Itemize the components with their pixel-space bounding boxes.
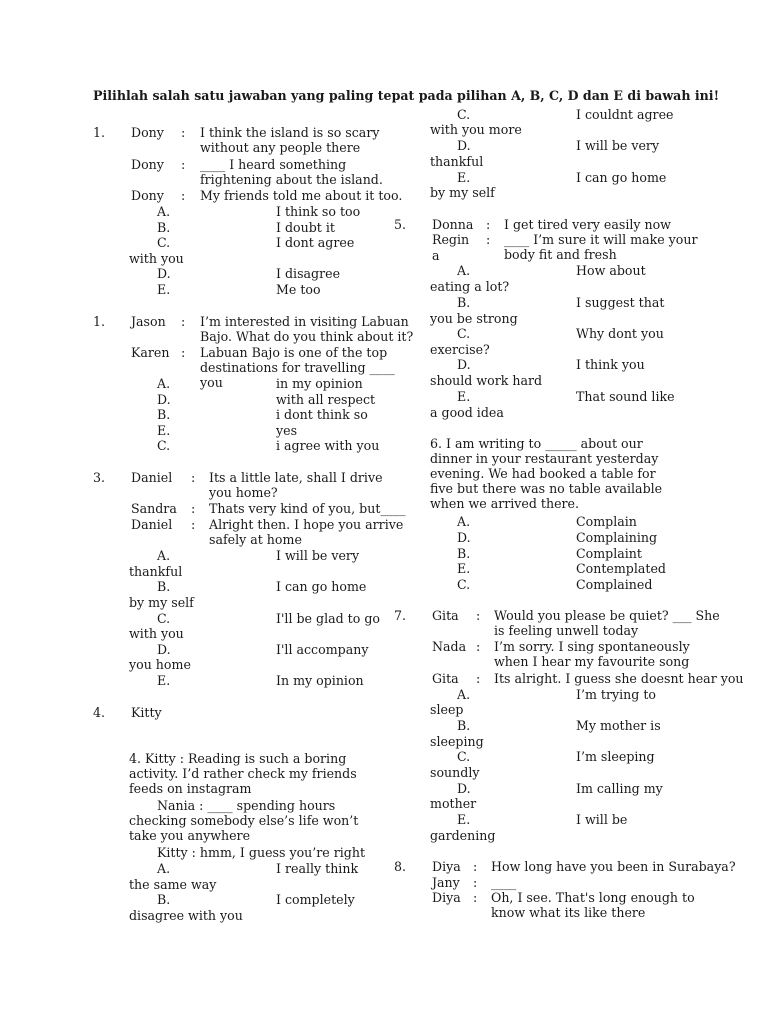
q5-speaker: Donna: [432, 217, 474, 232]
option-text: yes: [276, 423, 298, 438]
option-text: i agree with you: [276, 438, 380, 453]
option-text-wrap: disagree with you: [129, 908, 243, 923]
option-letter: A.: [457, 687, 471, 702]
q6-prompt: 6. I am writing to _____ about our dinner in your restaurant yesterday evening. We had booked a table for five but there was no table available when we arrived there.: [430, 436, 663, 511]
q3-separator: :: [191, 470, 196, 485]
option-text: I think you: [576, 357, 645, 372]
option-letter: D.: [157, 392, 171, 407]
option-letter: B.: [457, 295, 471, 310]
q3-separator: :: [191, 501, 196, 516]
q1-speaker: Dony: [131, 188, 164, 203]
option-letter: E.: [457, 812, 471, 827]
option-text-wrap: with you: [129, 251, 184, 266]
q2-number: 1.: [93, 314, 106, 329]
q7-line: Would you please be quiet? ___ She is feeling unwell today: [494, 608, 720, 638]
q4-line: Nania : ____ spending hours checking somebody else’s life won’t take you anywhere: [129, 798, 359, 843]
option-letter: A.: [157, 548, 171, 563]
option-letter: D.: [457, 781, 471, 796]
option-letter: A.: [157, 204, 171, 219]
option-text-wrap: exercise?: [430, 342, 490, 357]
q1-line: My friends told me about it too.: [200, 188, 403, 203]
option-letter: C.: [457, 326, 471, 341]
option-text: i dont think so: [276, 407, 368, 422]
option-letter: B.: [157, 579, 171, 594]
option-text: Im calling my: [576, 781, 663, 796]
option-text: Contemplated: [576, 561, 666, 576]
option-text-wrap: by my self: [129, 595, 194, 610]
q1-line: ____ I heard something frightening about the island.: [200, 157, 383, 187]
q7-line: I’m sorry. I sing spontaneously when I hear my favourite song: [494, 639, 690, 669]
option-text: Complaining: [576, 530, 658, 545]
option-text: I couldnt agree: [576, 107, 674, 122]
option-letter: A.: [457, 514, 471, 529]
q5-separator: :: [486, 232, 491, 247]
option-text: Complaint: [576, 546, 642, 561]
option-text: I suggest that: [576, 295, 665, 310]
option-text: with all respect: [276, 392, 376, 407]
option-text: I will be very: [576, 138, 660, 153]
q7-speaker: Nada: [432, 639, 467, 654]
option-text-wrap: with you more: [430, 122, 522, 137]
q8-line: How long have you been in Surabaya?: [491, 859, 736, 874]
option-text: Complain: [576, 514, 637, 529]
instruction-title: Pilihlah salah satu jawaban yang paling tepat pada pilihan A, B, C, D dan E di bawah ini!: [93, 88, 720, 103]
option-text: I’m sleeping: [576, 749, 655, 764]
q3-number: 3.: [93, 470, 106, 485]
q3-line: Alright then. I hope you arrive safely at home: [209, 517, 404, 547]
option-text: That sound like: [576, 389, 675, 404]
q1-speaker: Dony: [131, 157, 164, 172]
option-text: I'll be glad to go: [276, 611, 380, 626]
q5-speaker: Regin: [432, 232, 470, 247]
option-text-wrap: should work hard: [430, 373, 543, 388]
q8-number: 8.: [394, 859, 407, 874]
option-letter: E.: [457, 389, 471, 404]
q2-speaker: Karen: [131, 345, 170, 360]
q4-line: Kitty : hmm, I guess you’re right: [157, 845, 366, 860]
q5-line-fragment: a: [432, 248, 440, 263]
option-letter: D.: [457, 530, 471, 545]
option-letter: C.: [157, 611, 171, 626]
option-text: I can go home: [576, 170, 667, 185]
option-text-wrap: sleep: [430, 702, 464, 717]
option-text-wrap: thankful: [430, 154, 484, 169]
q8-separator: :: [473, 890, 478, 905]
option-text: I doubt it: [276, 220, 335, 235]
option-text: I really think: [276, 861, 359, 876]
option-text-wrap: thankful: [129, 564, 183, 579]
q7-separator: :: [476, 671, 481, 686]
option-letter: E.: [157, 282, 171, 297]
q3-speaker: Sandra: [131, 501, 177, 516]
option-letter: C.: [457, 107, 471, 122]
option-text-wrap: with you: [129, 626, 184, 641]
option-text-wrap: sleeping: [430, 734, 484, 749]
q4-prompt: 4. Kitty : Reading is such a boring activity. I’d rather check my friends feeds on instagram: [129, 751, 357, 796]
option-text: I completely: [276, 892, 355, 907]
option-letter: C.: [157, 235, 171, 250]
q3-speaker: Daniel: [131, 517, 173, 532]
option-text: I disagree: [276, 266, 341, 281]
option-text-wrap: you be strong: [430, 311, 518, 326]
option-text: I will be: [576, 812, 628, 827]
q8-speaker: Jany: [432, 875, 460, 890]
option-text: Me too: [276, 282, 321, 297]
q5-number: 5.: [394, 217, 407, 232]
option-text-wrap: a good idea: [430, 405, 504, 420]
q3-speaker: Daniel: [131, 470, 173, 485]
q1-separator: :: [181, 125, 186, 140]
option-text-wrap: mother: [430, 796, 477, 811]
q2-separator: :: [181, 314, 186, 329]
option-text: How about: [576, 263, 646, 278]
q1-separator: :: [181, 188, 186, 203]
q7-separator: :: [476, 639, 481, 654]
q7-speaker: Gita: [432, 671, 459, 686]
q8-separator: :: [473, 875, 478, 890]
option-letter: A.: [457, 263, 471, 278]
q4-speaker: Kitty: [131, 705, 162, 720]
option-text: I dont agree: [276, 235, 355, 250]
option-letter: C.: [157, 438, 171, 453]
option-letter: E.: [157, 423, 171, 438]
q5-line: I get tired very easily now: [504, 217, 671, 232]
q2-separator: :: [181, 345, 186, 360]
option-letter: C.: [457, 749, 471, 764]
option-letter: E.: [457, 170, 471, 185]
q1-line: I think the island is so scary without any people there: [200, 125, 380, 155]
option-letter: C.: [457, 577, 471, 592]
option-letter: B.: [157, 892, 171, 907]
option-text: I'll accompany: [276, 642, 369, 657]
option-letter: D.: [157, 642, 171, 657]
option-letter: B.: [157, 407, 171, 422]
q7-number: 7.: [394, 608, 407, 623]
option-text: I can go home: [276, 579, 367, 594]
option-text-wrap: by my self: [430, 185, 495, 200]
option-letter: B.: [457, 546, 471, 561]
option-text: In my opinion: [276, 673, 364, 688]
option-text-wrap: you home: [129, 657, 191, 672]
option-text-wrap: soundly: [430, 765, 480, 780]
option-text: Complained: [576, 577, 653, 592]
option-letter: A.: [157, 376, 171, 391]
option-text: My mother is: [576, 718, 661, 733]
option-text: I will be very: [276, 548, 360, 563]
q7-separator: :: [476, 608, 481, 623]
option-letter: E.: [457, 561, 471, 576]
option-text: I think so too: [276, 204, 361, 219]
option-text-wrap: the same way: [129, 877, 217, 892]
q8-line: Oh, I see. That's long enough to know what its like there: [491, 890, 695, 920]
q1-separator: :: [181, 157, 186, 172]
q7-line: Its alright. I guess she doesnt hear you: [494, 671, 744, 686]
option-text: I’m trying to: [576, 687, 656, 702]
option-letter: B.: [157, 220, 171, 235]
option-text-wrap: gardening: [430, 828, 496, 843]
q8-speaker: Diya: [432, 859, 461, 874]
q3-separator: :: [191, 517, 196, 532]
option-letter: D.: [157, 266, 171, 281]
q8-speaker: Diya: [432, 890, 461, 905]
option-letter: A.: [157, 861, 171, 876]
q2-line: I’m interested in visiting Labuan Bajo. What do you think about it?: [200, 314, 414, 344]
q1-number: 1.: [93, 125, 106, 140]
option-letter: B.: [457, 718, 471, 733]
q1-speaker: Dony: [131, 125, 164, 140]
q8-separator: :: [473, 859, 478, 874]
option-letter: D.: [457, 138, 471, 153]
q5-line: ____ I’m sure it will make your body fit and fresh: [504, 232, 698, 262]
option-text-wrap: eating a lot?: [430, 279, 510, 294]
q2-line: Labuan Bajo is one of the top destinations for travelling ____ you: [200, 345, 395, 390]
q5-separator: :: [486, 217, 491, 232]
option-letter: E.: [157, 673, 171, 688]
q7-speaker: Gita: [432, 608, 459, 623]
q2-speaker: Jason: [131, 314, 166, 329]
option-text: Why dont you: [576, 326, 664, 341]
q3-line: Thats very kind of you, but____: [209, 501, 406, 516]
q8-line: ____: [491, 875, 517, 890]
option-letter: D.: [457, 357, 471, 372]
q4-number: 4.: [93, 705, 106, 720]
q3-line: Its a little late, shall I drive you home?: [209, 470, 383, 500]
option-text: in my opinion: [276, 376, 363, 391]
